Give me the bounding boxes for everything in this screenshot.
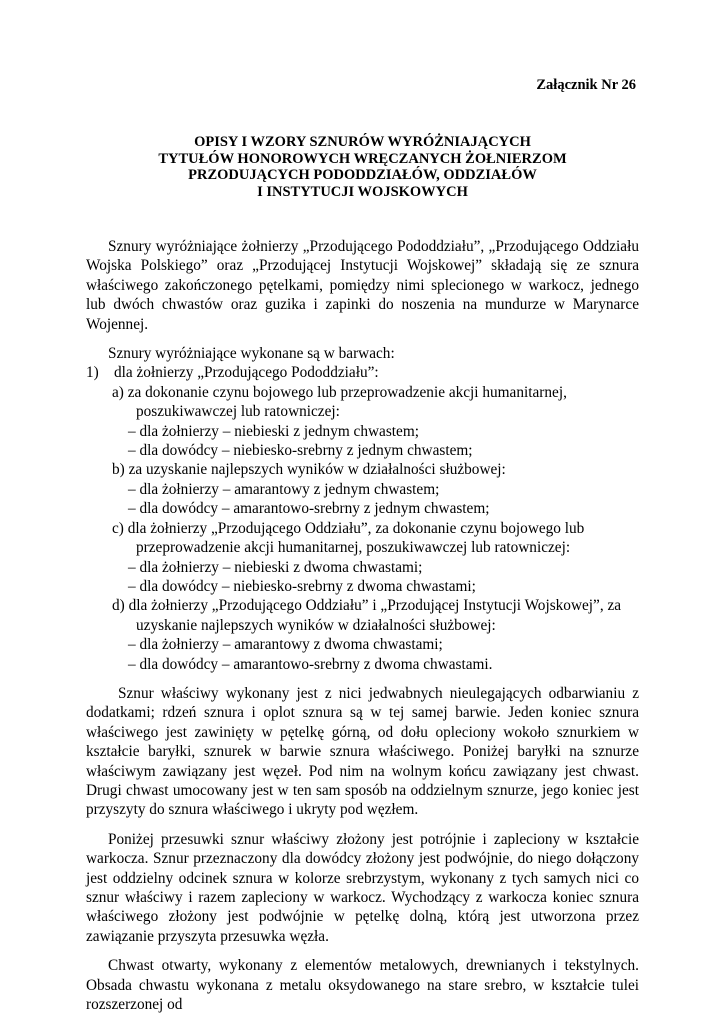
list-item-a: a) za dokonanie czynu bojowego lub przeprowadzenie akcji humanitarnej, xyxy=(112,383,567,401)
document-body xyxy=(86,237,639,1014)
list-item-a-dash-1: – dla żołnierzy – niebieski z jednym chwastem; xyxy=(128,422,419,440)
list-item-d-dash-2: – dla dowódcy – amarantowo-srebrny z dwoma chwastami. xyxy=(128,655,493,673)
list-item-a-cont: poszukiwawczej lub ratowniczej: xyxy=(136,403,340,421)
list-item-b-dash-1: – dla żołnierzy – amarantowy z jednym chwastem; xyxy=(128,480,440,498)
list-item-c-cont: przeprowadzenie akcji humanitarnej, poszukiwawczej lub ratowniczej: xyxy=(136,539,571,557)
list-item-1-number: 1) xyxy=(86,364,99,382)
title-line-4: I INSTYTUCJI WOJSKOWYCH xyxy=(257,183,468,200)
list-item-d-dash-1: – dla żołnierzy – amarantowy z dwoma chwastami; xyxy=(128,636,443,654)
intro-paragraph: Sznury wyróżniające żołnierzy „Przodującego Pododdziału”, „Przodującego Oddziału Wojska Polskiego” oraz „Przodującej Instytucji Wojskowej” składają się ze sznura właściwego zakończonego pętelkami, pomiędzy nimi splecionego w warkocz, jednego lub dwóch chwastów oraz guzika i zapinki do noszenia na mundurze w Marynarce Wojennej. xyxy=(86,238,639,333)
title-line-1: OPISY I WZORY SZNURÓW WYRÓŻNIAJĄCYCH xyxy=(194,134,531,150)
list-item-b-dash-2: – dla dowódcy – amarantowo-srebrny z jednym chwastem; xyxy=(128,500,490,518)
list-item-1-text: dla żołnierzy „Przodującego Pododdziału”: xyxy=(114,364,379,382)
list-item-b: b) za uzyskanie najlepszych wyników w działalności służbowej: xyxy=(112,461,506,479)
cord-description-paragraph: Sznur właściwy wykonany jest z nici jedwabnych nieulegających odbarwianiu z dodatkami; rdzeń sznura i oplot sznura są w tej samej barwie. Jeden koniec sznura właściwego jest zawinięty w pętelkę górną, od dołu opleciony wokoło sznurkiem w kształcie baryłki, sznurek w barwie sznura właściwego. Poniżej baryłki na sznurze właściwym zawiązany jest węzeł. Pod nim na wolnym końcu zawiązany jest chwast. Drugi chwast umocowany jest w ten sam sposób na oddzielnym sznurze, jego koniec jest przyszyty do sznura właściwego i ukryty pod węzłem. xyxy=(86,684,639,819)
attachment-label: Załącznik Nr 26 xyxy=(536,77,636,93)
document-title xyxy=(86,134,639,200)
list-item-c-dash-2: – dla dowódcy – niebiesko-srebrny z dwoma chwastami; xyxy=(128,577,476,595)
list-item-d: d) dla żołnierzy „Przodującego Oddziału” i „Przodującej Instytucji Wojskowej”, za xyxy=(112,597,622,615)
list-item-c-dash-1: – dla żołnierzy – niebieski z dwoma chwastami; xyxy=(128,558,423,576)
colors-list xyxy=(86,363,639,674)
tassel-description-paragraph: Chwast otwarty, wykonany z elementów metalowych, drewnianych i tekstylnych. Obsada chwastu wykonana z metalu oksydowanego na stare srebro, w kształcie tulei rozszerzonej od xyxy=(86,957,639,1014)
list-item-1 xyxy=(86,363,639,382)
colors-intro: Sznury wyróżniające wykonane są w barwach: xyxy=(108,345,395,363)
title-line-3: PRZODUJĄCYCH PODODDZIAŁÓW, ODDZIAŁÓW xyxy=(188,167,537,184)
braid-description-paragraph: Poniżej przesuwki sznur właściwy złożony jest potrójnie i zapleciony w kształcie warkocza. Sznur przeznaczony dla dowódcy złożony jest podwójnie, do niego dołączony jest oddzielny odcinek sznura w kolorze srebrzystym, wykonany z tych samych nici co sznur właściwy i razem zapleciony w warkocz. Wychodzący z warkocza koniec sznura właściwego złożony jest podwójnie w pętelkę dolną, którą jest utworzona przez zawiązanie przyszyta przesuwka węzła. xyxy=(86,830,639,945)
list-item-a-dash-2: – dla dowódcy – niebiesko-srebrny z jednym chwastem; xyxy=(128,442,473,460)
list-item-d-cont: uzyskanie najlepszych wyników w działalności służbowej: xyxy=(136,616,496,634)
title-line-2: TYTUŁÓW HONOROWYCH WRĘCZANYCH ŻOŁNIERZOM xyxy=(158,150,567,167)
list-item-c: c) dla żołnierzy „Przodującego Oddziału”, za dokonanie czynu bojowego lub xyxy=(112,519,585,537)
